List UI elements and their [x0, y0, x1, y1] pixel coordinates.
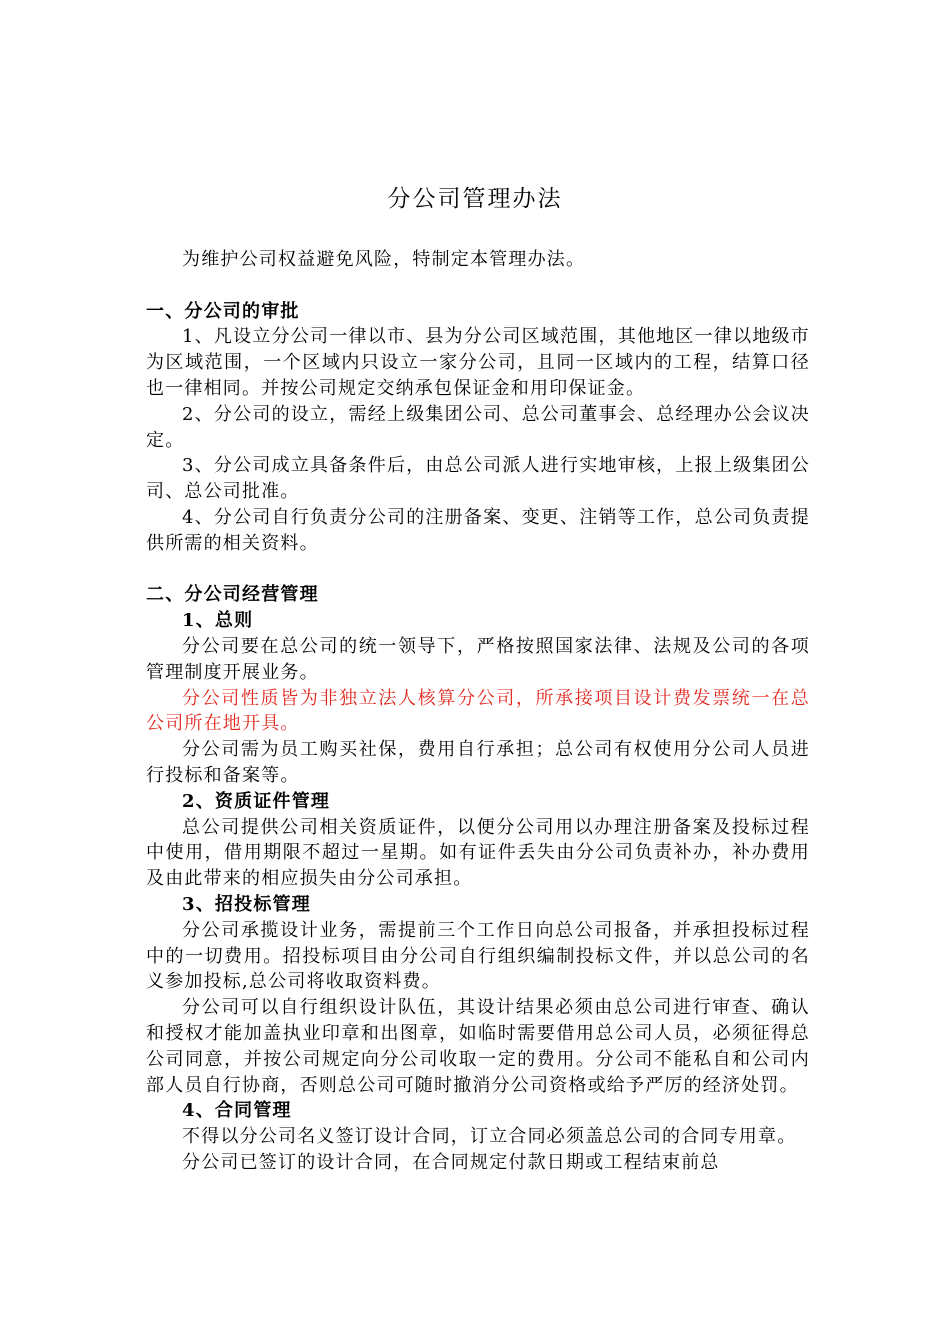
section-2-heading: 二、分公司经营管理	[146, 584, 319, 606]
subsection-general-heading: 1、总则	[182, 610, 254, 632]
subsection-bidding-heading: 3、招投标管理	[182, 893, 311, 915]
section-1-paragraph-1: 1、凡设立分公司一律以市、县为分公司区域范围，其他地区一律以地级市为区域范围，一个区域内只设立一家分公司，且同一区域内的工程，结算口径也一律相同。并按公司规定交纳承包保证金和用印保证金。	[146, 326, 810, 399]
general-paragraph-3: 分公司需为员工购买社保，费用自行承担；总公司有权使用分公司人员进行投标和备案等。	[146, 739, 810, 786]
intro-paragraph: 为维护公司权益避免风险，特制定本管理办法。	[182, 249, 586, 270]
bidding-paragraph-2: 分公司可以自行组织设计队伍，其设计结果必须由总公司进行审查、确认和授权才能加盖执业印章和出图章，如临时需要借用总公司人员，必须征得总公司同意，并按公司规定向分公司收取一定的费用。分公司不能私自和公司内部人员自行协商，否则总公司可随时撤消分公司资格或给予严厉的经济处罚。	[146, 997, 810, 1096]
general-paragraph-red: 分公司性质皆为非独立法人核算分公司，所承接项目设计费发票统一在总公司所在地开具。	[146, 687, 810, 735]
section-1-paragraph-3: 3、分公司成立具备条件后，由总公司派人进行实地审核，上报上级集团公司、总公司批准。	[146, 455, 810, 503]
contract-paragraph-2: 分公司已签订的设计合同，在合同规定付款日期或工程结束前总	[182, 1151, 720, 1173]
document-title: 分公司管理办法	[387, 186, 563, 212]
certificates-paragraph-1: 总公司提供公司相关资质证件，以便分公司用以办理注册备案及投标过程中使用，借用期限不超过一星期。如有证件丢失由分公司负责补办，补办费用及由此带来的相应损失由分公司承担。	[146, 816, 810, 890]
subsection-contract-heading: 4、合同管理	[182, 1100, 292, 1122]
section-1-paragraph-4: 4、分公司自行负责分公司的注册备案、变更、注销等工作，总公司负责提供所需的相关资料。	[146, 506, 810, 554]
subsection-certificates-heading: 2、资质证件管理	[182, 790, 331, 812]
section-1-heading: 一、分公司的审批	[146, 300, 300, 322]
general-paragraph-1: 分公司要在总公司的统一领导下，严格按照国家法律、法规及公司的各项管理制度开展业务。	[146, 635, 810, 683]
document-body	[146, 247, 810, 1176]
section-spacer	[146, 557, 810, 583]
section-1-paragraph-2: 2、分公司的设立，需经上级集团公司、总公司董事会、总经理办公会议决定。	[146, 403, 810, 451]
bidding-paragraph-1: 分公司承揽设计业务，需提前三个工作日向总公司报备，并承担投标过程中的一切费用。招投标项目由分公司自行组织编制投标文件，并以总公司的名义参加投标,总公司将收取资料费。	[146, 919, 810, 993]
contract-paragraph-1: 不得以分公司名义签订设计合同，订立合同必须盖总公司的合同专用章。	[182, 1126, 797, 1148]
